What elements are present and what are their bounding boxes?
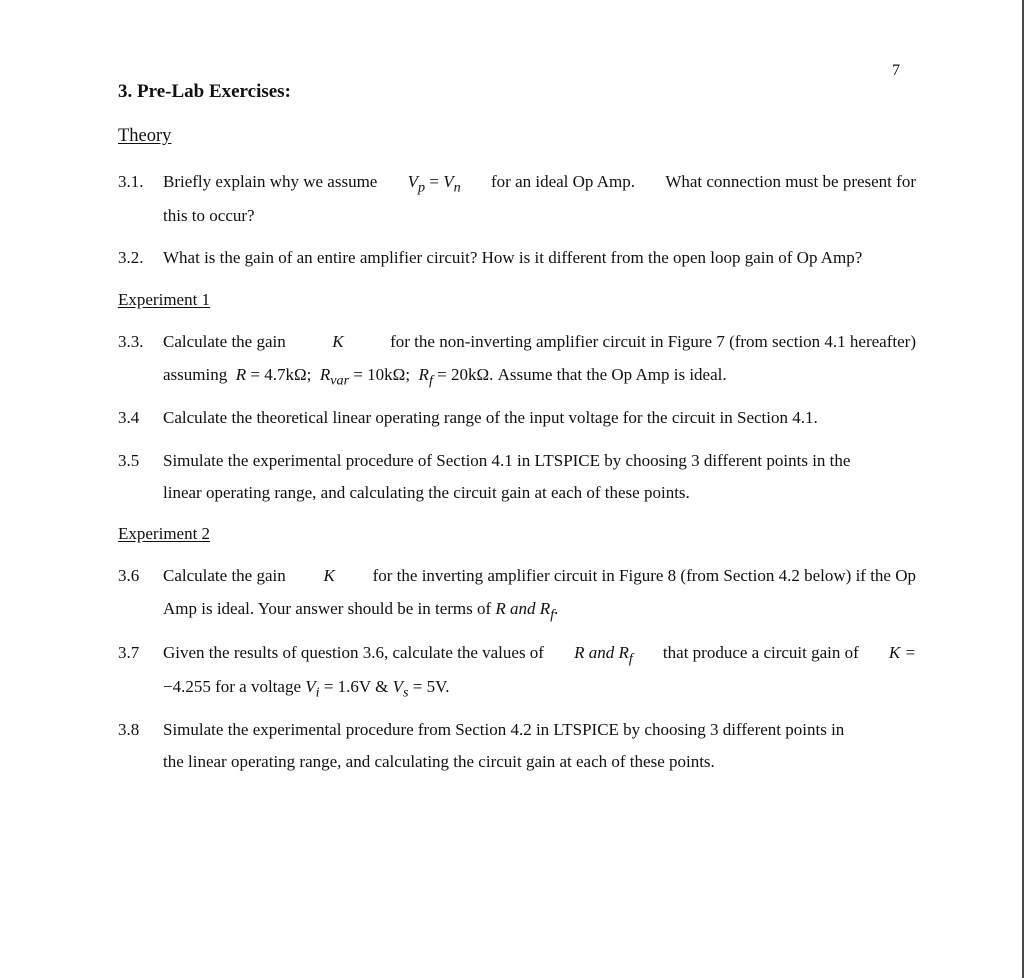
question-3-4-text: Calculate the theoretical linear operating range of the input voltage for the circuit in Section 4.1. — [163, 408, 818, 427]
q37-gain-k: K = — [888, 643, 916, 662]
experiment-1-heading: Experiment 1 — [118, 290, 211, 309]
question-3-5-line-1: Simulate the experimental procedure of Section 4.1 in LTSPICE by choosing 3 different points in the — [163, 451, 851, 470]
q33-gain-k: K — [332, 332, 344, 351]
question-3-5-line-2: linear operating range, and calculating the circuit gain at each of these points. — [163, 483, 690, 502]
question-number-3-1: 3.1. — [118, 172, 144, 191]
question-3-8-line-1: Simulate the experimental procedure from Section 4.2 in LTSPICE by choosing 3 different points in — [163, 720, 845, 739]
question-3-8-line-2: the linear operating range, and calculating the circuit gain at each of these points. — [163, 752, 715, 771]
section-title: 3. Pre-Lab Exercises: — [118, 81, 291, 102]
question-number-3-5: 3.5 — [118, 451, 140, 470]
q31-text-3: What connection must be present for — [665, 172, 916, 191]
question-3-3-line-1: Calculate the gain K for the non-inverting amplifier circuit in Figure 7 (from section 4.1 hereafter) — [163, 332, 916, 351]
q31-formula: $V_p = V_n$ — [407, 172, 461, 196]
q31-text-1: Briefly explain why we assume — [163, 172, 378, 191]
question-3-2-text: What is the gain of an entire amplifier circuit? How is it different from the open loop gain of Op Amp? — [163, 248, 863, 267]
q31-text-2: for an ideal Op Amp. — [491, 172, 635, 191]
q36-gain-k: K — [323, 566, 335, 585]
question-3-7-line-1: Given the results of question 3.6, calculate the values of R and $R_f$ that produce a circuit gain of K = — [163, 643, 916, 667]
question-number-3-6: 3.6 — [118, 566, 140, 585]
question-3-6-line-1: Calculate the gain K for the inverting amplifier circuit in Figure 8 (from Section 4.2 below) if the Op — [163, 566, 916, 585]
question-number-3-2: 3.2. — [118, 248, 144, 267]
question-number-3-4: 3.4 — [118, 408, 140, 427]
question-number-3-8: 3.8 — [118, 720, 140, 739]
question-number-3-3: 3.3. — [118, 332, 144, 351]
question-3-1-line-1 — [163, 172, 916, 196]
question-number-3-7: 3.7 — [118, 643, 140, 662]
question-3-3-line-2: assuming R = 4.7kΩ; $R_{var} = 10k\Omega$; $R_f = 20k\Omega$. Assume that the Op Amp is ideal. — [163, 365, 727, 389]
page-number: 7 — [892, 62, 900, 79]
question-3-6-line-2: Amp is ideal. Your answer should be in terms of R and $R_f$. — [163, 599, 559, 623]
experiment-2-heading: Experiment 2 — [118, 524, 211, 543]
question-3-1-line-2: this to occur? — [163, 206, 255, 225]
question-3-7-line-2: −4.255 for a voltage $V_i = 1.6V$ & $V_s = 5V$. — [163, 677, 450, 701]
theory-heading: Theory — [118, 126, 172, 146]
